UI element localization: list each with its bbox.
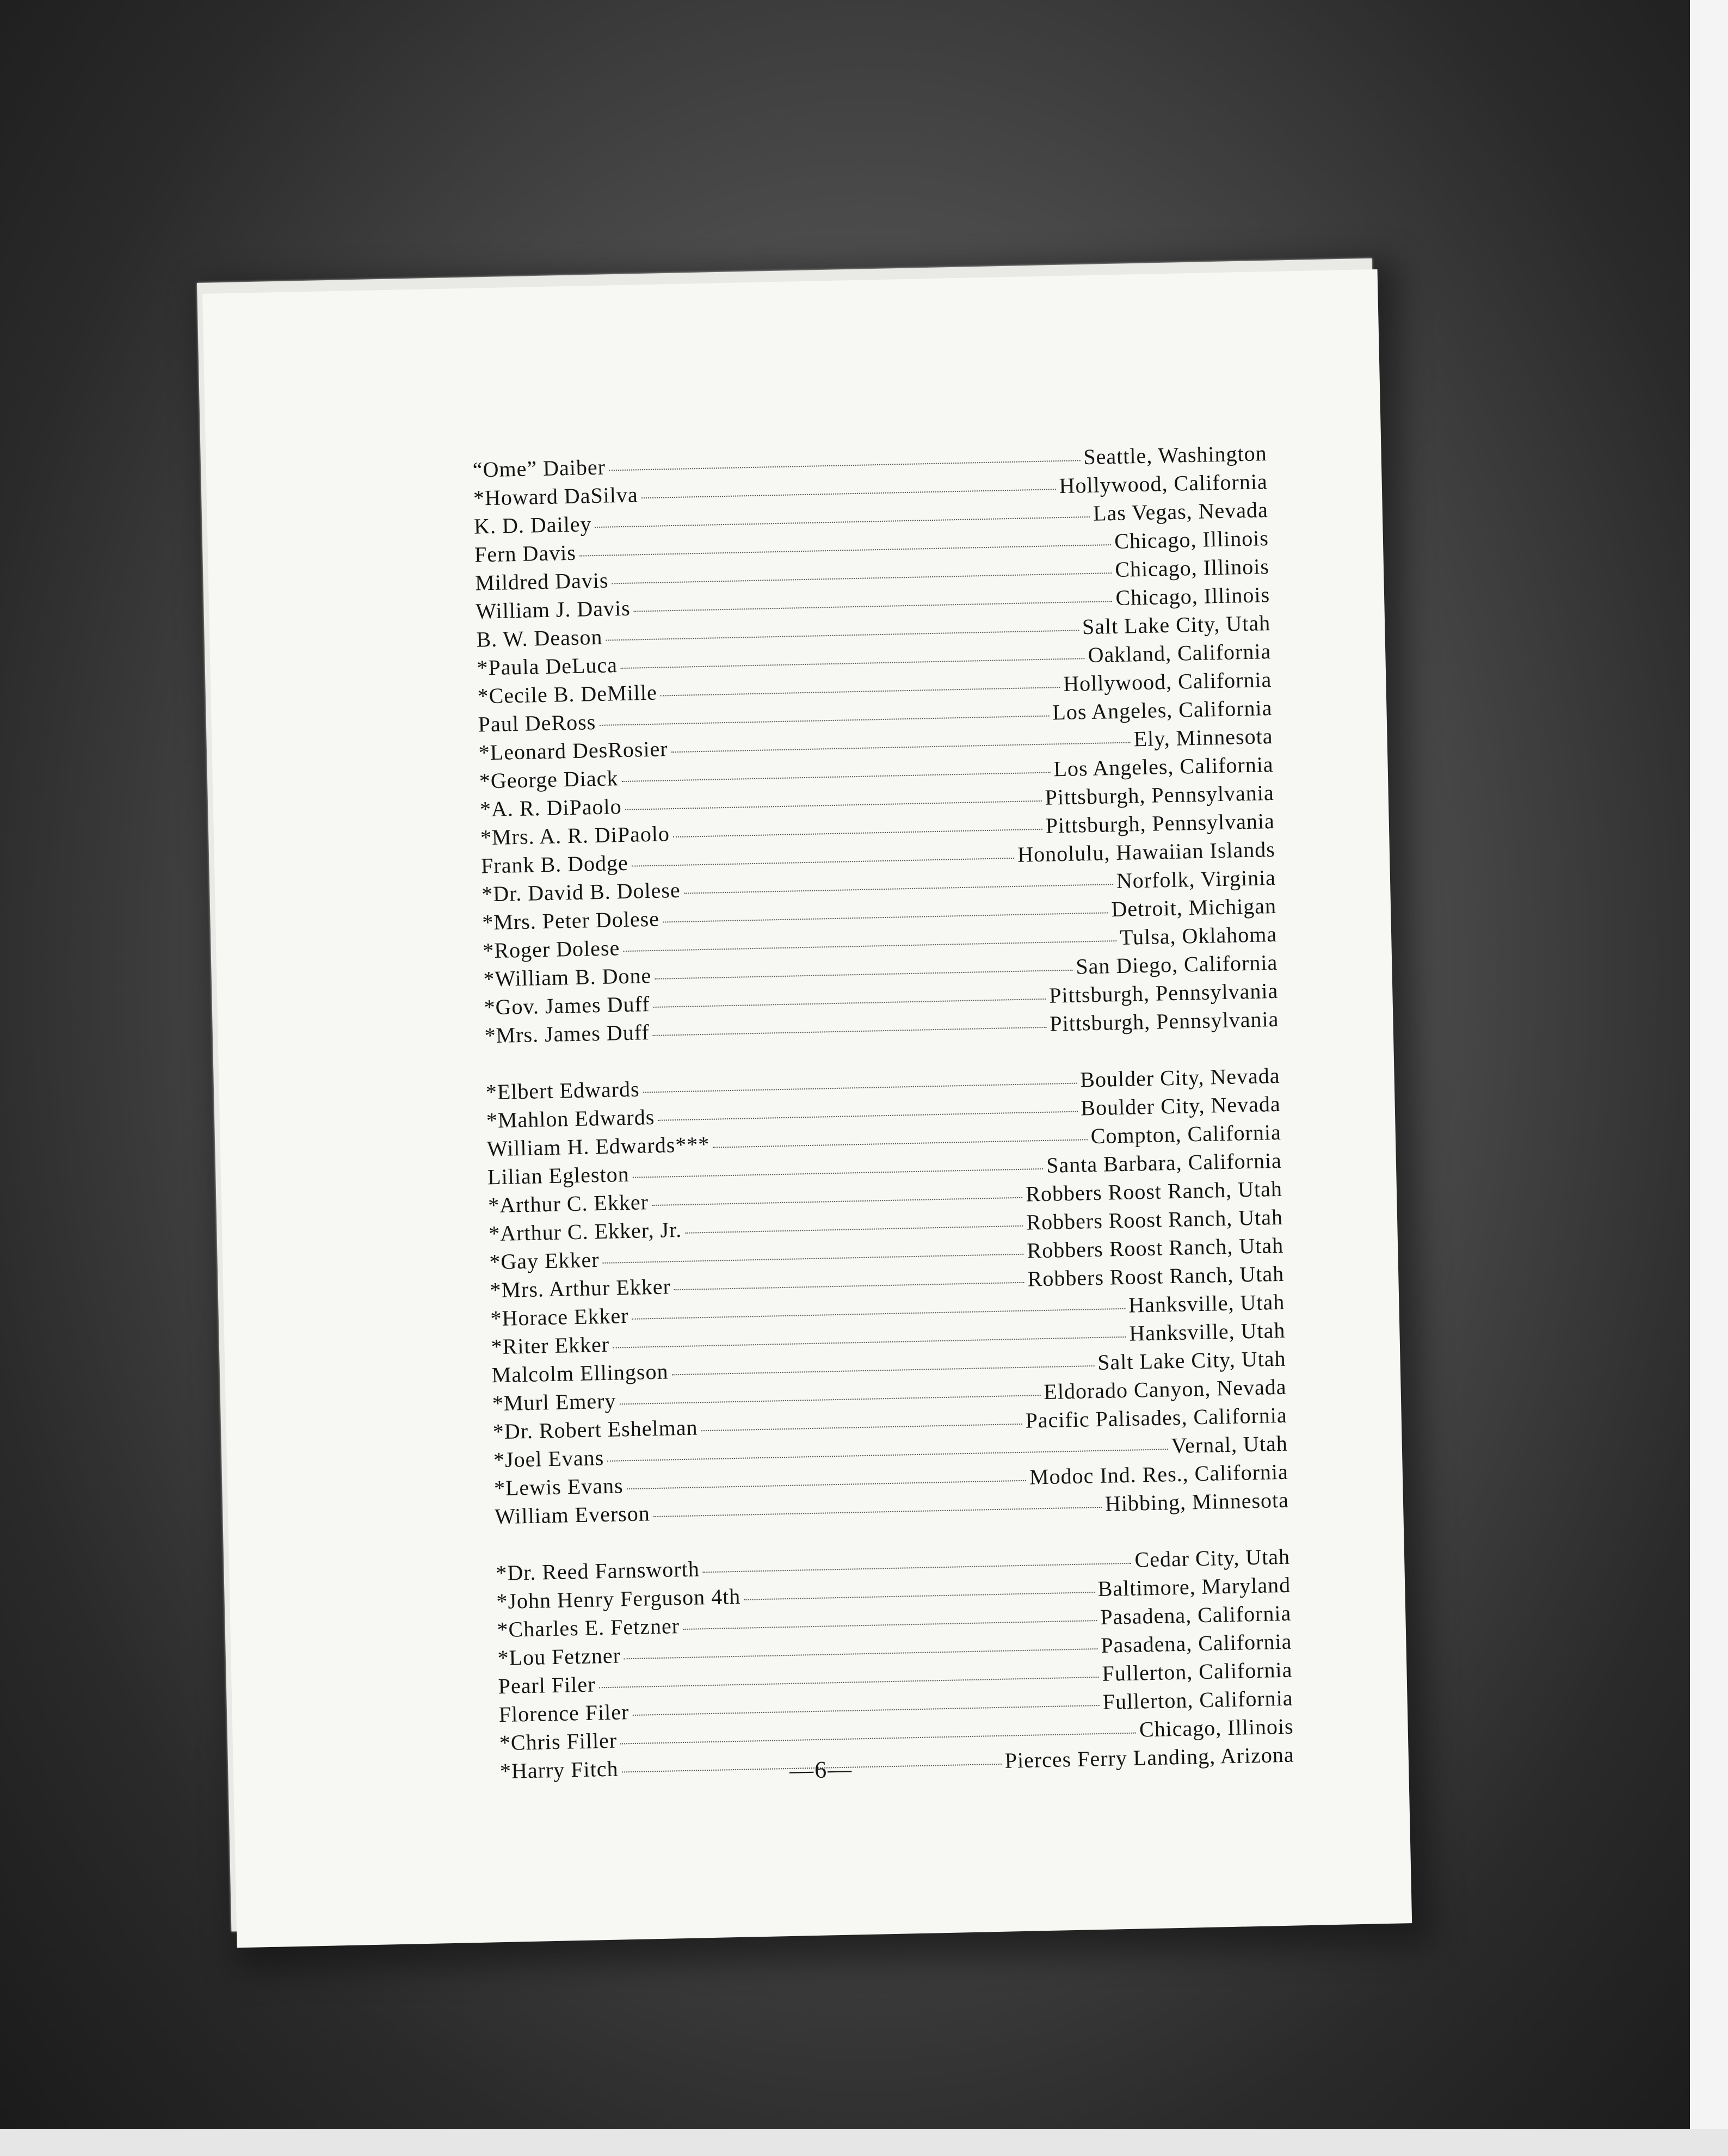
entry-name: Malcolm Ellingson	[491, 1359, 669, 1388]
entry-location: Detroit, Michigan	[1110, 893, 1277, 922]
dot-leader	[625, 800, 1042, 810]
entry-name: *Dr. David B. Dolese	[481, 877, 681, 907]
entry-location: Norfolk, Virginia	[1116, 865, 1276, 894]
dot-leader	[632, 1705, 1100, 1716]
entry-name: *Joel Evans	[493, 1445, 604, 1473]
entry-name: *Riter Ekker	[491, 1332, 610, 1359]
entry-location: Chicago, Illinois	[1114, 554, 1270, 582]
entry-name: *Murl Emery	[492, 1388, 616, 1416]
dot-leader	[613, 1336, 1126, 1348]
entry-name: *Leonard DesRosier	[478, 736, 669, 765]
entry-name: *Dr. Reed Farnsworth	[495, 1556, 700, 1586]
dot-leader	[595, 516, 1090, 528]
dot-leader	[673, 829, 1042, 837]
entry-name: Mildred Davis	[474, 568, 609, 595]
directory-page	[202, 269, 1412, 1948]
entry-location: Eldorado Canyon, Nevada	[1043, 1374, 1287, 1405]
entry-name: Lilian Egleston	[487, 1161, 630, 1190]
entry-location: Santa Barbara, California	[1046, 1148, 1282, 1178]
dot-leader	[624, 1648, 1097, 1659]
entry-name: William J. Davis	[475, 595, 631, 624]
entry-location: Pasadena, California	[1100, 1629, 1292, 1658]
entry-name: *Mrs. A. R. DiPaolo	[480, 821, 670, 850]
entry-location: Salt Lake City, Utah	[1097, 1346, 1286, 1375]
directory-list	[472, 440, 1294, 1787]
dot-leader	[627, 1480, 1027, 1489]
entry-name: *Arthur C. Ekker	[487, 1190, 649, 1218]
scan-border-right	[1690, 0, 1728, 2156]
entry-name: William H. Edwards***	[486, 1131, 710, 1161]
entry-name: *Gay Ekker	[489, 1247, 600, 1274]
dot-leader	[701, 1424, 1022, 1431]
entry-location: Boulder City, Nevada	[1079, 1063, 1280, 1092]
dot-leader	[633, 1168, 1044, 1178]
dot-leader	[671, 742, 1131, 753]
entry-name: *Gov. James Duff	[484, 991, 650, 1020]
entry-location: Pittsburgh, Pennsylvania	[1045, 808, 1275, 838]
dot-leader	[620, 1395, 1041, 1405]
entry-name: Paul DeRoss	[478, 710, 596, 737]
entry-name: B. W. Deason	[476, 624, 603, 652]
entry-name: *Mahlon Edwards	[486, 1104, 655, 1133]
entry-name: *Chris Filler	[499, 1728, 618, 1755]
entry-location: Pacific Palisades, California	[1025, 1402, 1288, 1433]
dot-leader	[661, 687, 1060, 696]
dot-leader	[620, 1733, 1136, 1745]
entry-name: *William B. Done	[483, 963, 652, 991]
entry-location: Los Angeles, California	[1053, 751, 1274, 781]
dot-leader	[653, 999, 1046, 1008]
entry-location: Robbers Roost Ranch, Utah	[1027, 1261, 1285, 1291]
entry-location: Cedar City, Utah	[1134, 1544, 1291, 1572]
entry-name: *Mrs. Arthur Ekker	[489, 1274, 671, 1303]
entry-name: *George Diack	[479, 766, 619, 793]
dot-leader	[623, 940, 1116, 952]
dot-leader	[607, 1449, 1168, 1462]
entry-name: *Paula DeLuca	[477, 652, 618, 680]
entry-location: Boulder City, Nevada	[1080, 1091, 1281, 1120]
entry-name: Florence Filer	[498, 1699, 630, 1727]
entry-location: Pierces Ferry Landing, Arizona	[1004, 1742, 1295, 1773]
dot-leader	[621, 772, 1050, 783]
dot-leader	[603, 1254, 1024, 1264]
dot-leader	[744, 1592, 1095, 1600]
entry-location: Pasadena, California	[1100, 1600, 1292, 1629]
entry-name: *Mrs. Peter Dolese	[482, 906, 660, 935]
entry-location: Modoc Ind. Res., California	[1029, 1459, 1289, 1489]
dot-leader	[652, 1197, 1022, 1206]
scan-border-bottom	[0, 2129, 1728, 2156]
dot-leader	[672, 1365, 1095, 1375]
entry-name: *Elbert Edwards	[485, 1076, 640, 1105]
entry-name: *Howard DaSilva	[473, 482, 639, 510]
dot-leader	[713, 1139, 1087, 1148]
entry-location: Tulsa, Oklahoma	[1119, 921, 1278, 950]
entry-location: Pittsburgh, Pennsylvania	[1045, 780, 1275, 810]
entry-name: Frank B. Dodge	[480, 850, 629, 878]
entry-location: San Diego, California	[1075, 950, 1278, 979]
dot-leader	[653, 1507, 1102, 1517]
dot-leader	[658, 1111, 1077, 1121]
dot-leader	[599, 716, 1049, 726]
entry-name: *A. R. DiPaolo	[479, 794, 622, 822]
dot-leader	[655, 970, 1072, 980]
entry-location: Salt Lake City, Utah	[1082, 611, 1271, 639]
entry-location: Robbers Roost Ranch, Utah	[1025, 1176, 1283, 1206]
entry-location: Chicago, Illinois	[1114, 526, 1269, 553]
dot-leader	[634, 601, 1113, 612]
dot-leader	[683, 1620, 1097, 1630]
dot-leader	[612, 572, 1112, 584]
entry-name: *Lewis Evans	[493, 1473, 624, 1501]
entry-name: *Lou Fetzner	[497, 1643, 621, 1671]
entry-name: *Dr. Robert Eshelman	[492, 1415, 698, 1444]
entry-location: Honolulu, Hawaiian Islands	[1017, 836, 1276, 867]
entry-location: Robbers Roost Ranch, Utah	[1026, 1204, 1283, 1235]
entry-name: William Everson	[494, 1501, 651, 1529]
entry-name: *John Henry Ferguson 4th	[496, 1584, 741, 1614]
dot-leader	[684, 884, 1113, 894]
entry-location: Chicago, Illinois	[1139, 1714, 1294, 1742]
entry-name: *Horace Ekker	[490, 1303, 629, 1331]
entry-name: K. D. Dailey	[473, 512, 592, 539]
entry-location: Baltimore, Maryland	[1097, 1572, 1291, 1601]
entry-location: Compton, California	[1090, 1119, 1282, 1149]
entry-name: *Charles E. Fetzner	[497, 1613, 680, 1642]
dot-leader	[643, 1083, 1077, 1093]
entry-location: Los Angeles, California	[1052, 695, 1273, 725]
dot-leader	[685, 1225, 1023, 1234]
entry-location: Hibbing, Minnesota	[1104, 1487, 1289, 1516]
entry-location: Hanksville, Utah	[1128, 1289, 1285, 1317]
entry-name: Fern Davis	[474, 540, 577, 567]
entry-location: Ely, Minnesota	[1133, 723, 1273, 751]
entry-location: Oakland, California	[1088, 639, 1272, 668]
entry-location: Hollywood, California	[1063, 667, 1272, 697]
entry-name: *Roger Dolese	[482, 935, 620, 963]
page-number: —6—	[789, 1755, 853, 1784]
entry-location: Fullerton, California	[1102, 1685, 1293, 1714]
entry-location: Seattle, Washington	[1083, 441, 1268, 470]
dot-leader	[599, 1677, 1099, 1688]
dot-leader	[579, 544, 1112, 556]
entry-name: *Arthur C. Ekker, Jr.	[488, 1217, 682, 1246]
dot-leader	[641, 489, 1056, 498]
dot-leader	[703, 1563, 1132, 1573]
entry-name: Pearl Filer	[498, 1672, 596, 1699]
entry-location: Robbers Roost Ranch, Utah	[1027, 1233, 1284, 1263]
entry-location: Hanksville, Utah	[1128, 1317, 1286, 1346]
entry-location: Las Vegas, Nevada	[1093, 497, 1269, 526]
dot-leader	[653, 1027, 1047, 1036]
entry-location: Chicago, Illinois	[1115, 582, 1270, 610]
entry-location: Fullerton, California	[1102, 1657, 1293, 1686]
entry-location: Hollywood, California	[1059, 469, 1268, 498]
entry-name: *Cecile B. DeMille	[477, 680, 658, 709]
entry-location: Vernal, Utah	[1171, 1431, 1288, 1458]
dot-leader	[663, 912, 1108, 922]
entry-location: Pittsburgh, Pennsylvania	[1049, 1006, 1279, 1036]
entry-name: “Ome” Daiber	[472, 454, 606, 482]
entry-name: *Mrs. James Duff	[484, 1020, 650, 1048]
dot-leader	[674, 1282, 1025, 1290]
dot-leader	[621, 658, 1085, 669]
dot-leader	[606, 630, 1079, 640]
entry-location: Pittsburgh, Pennsylvania	[1048, 978, 1279, 1008]
entry-name: *Harry Fitch	[499, 1756, 619, 1784]
dot-leader	[632, 1308, 1126, 1320]
dot-leader	[632, 858, 1015, 867]
dot-leader	[609, 460, 1081, 471]
